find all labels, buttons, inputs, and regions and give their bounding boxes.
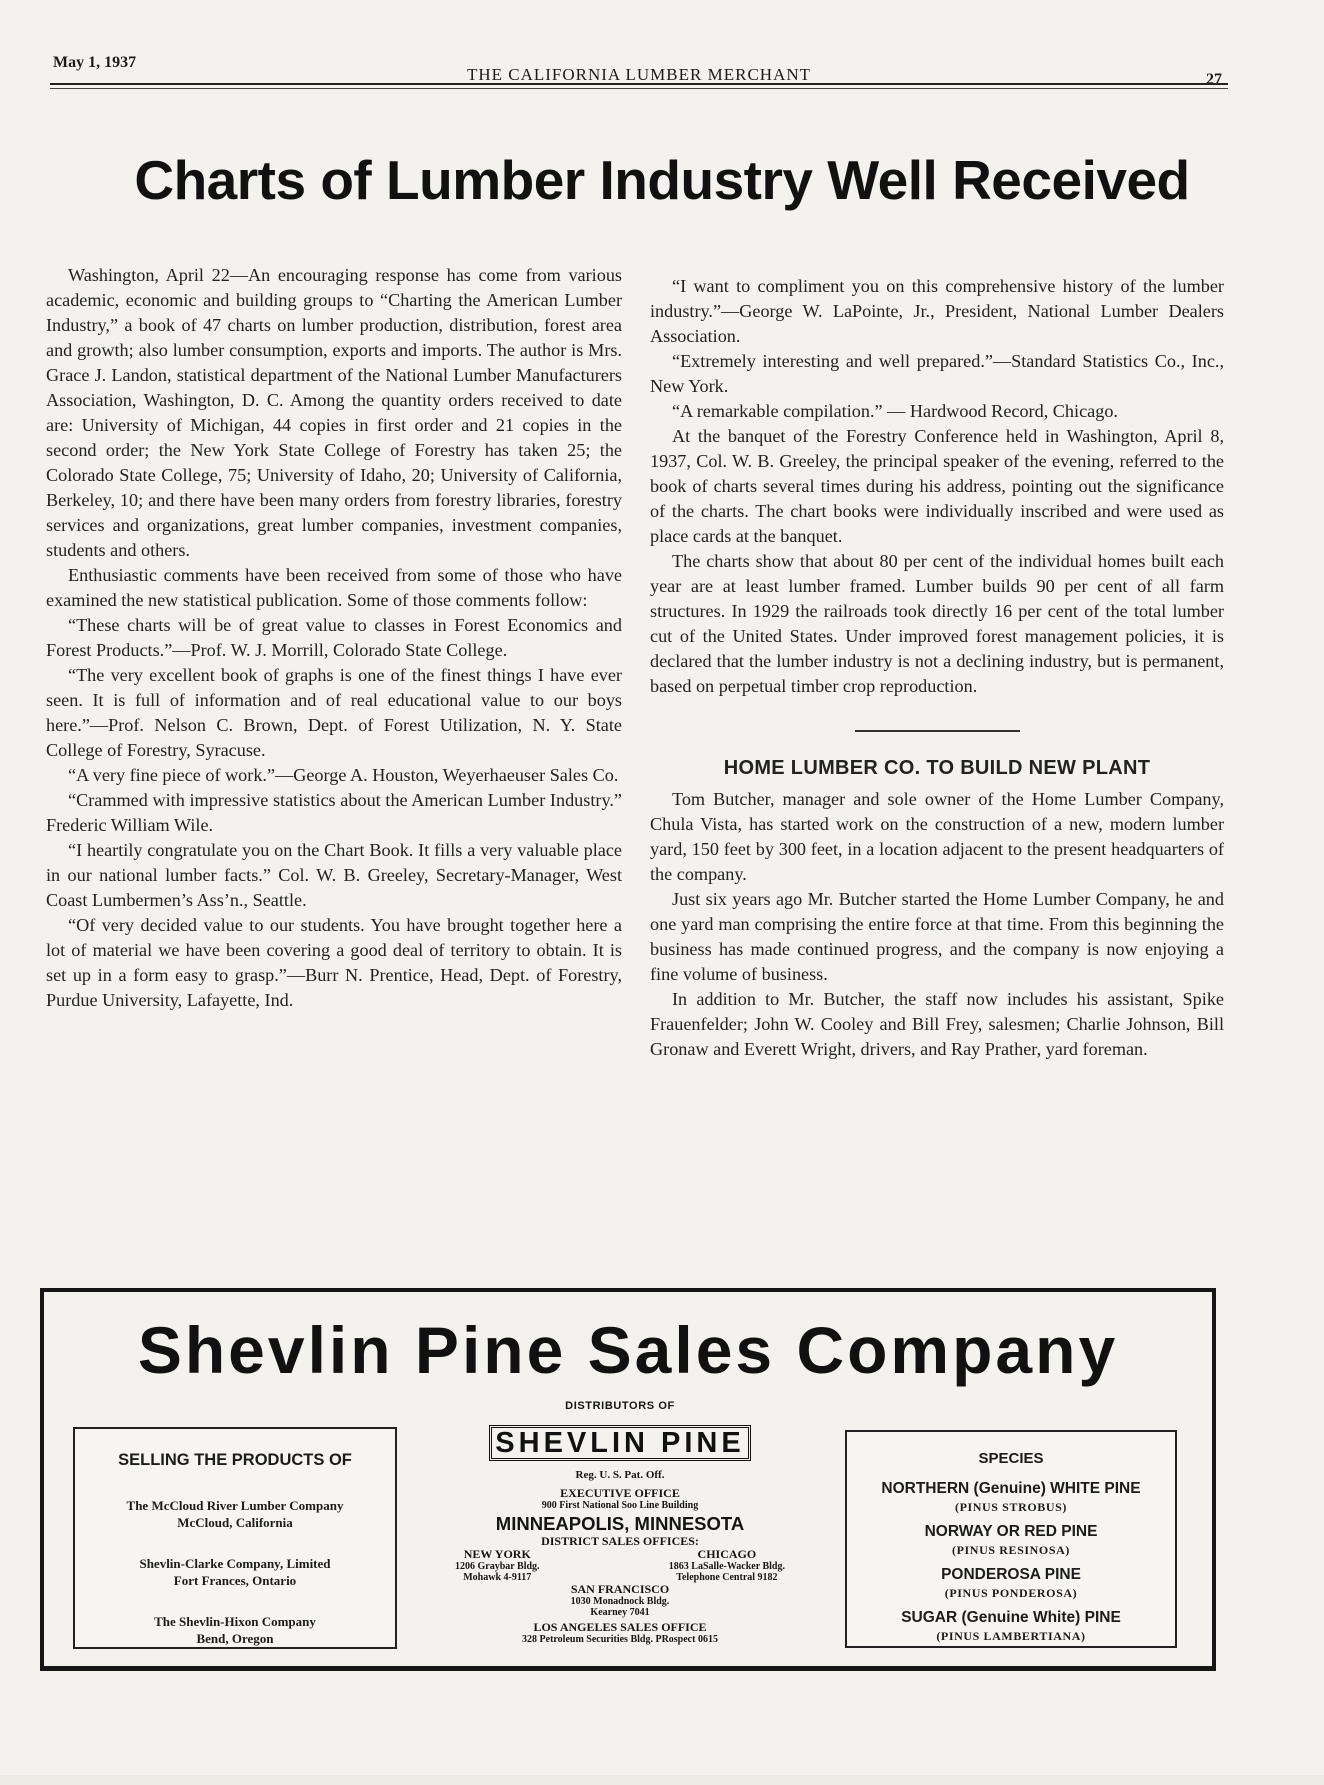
company-entry <box>75 1613 395 1647</box>
products-box <box>73 1427 397 1649</box>
page-number: 27 <box>1206 71 1222 88</box>
office-phone: Telephone Central 9182 <box>676 1572 778 1583</box>
headquarters-city: MINNEAPOLIS, MINNESOTA <box>495 1513 745 1534</box>
article-paragraph: At the banquet of the Forestry Conference held in Washington, April 8, 1937, Col. W. B. Greeley, the principal speaker of the evening, referred to the book of charts several times during his address, pointing out the significance of the charts. The chart books were individually inscribed and were used as place cards at the banquet. <box>650 426 1224 546</box>
article-quote: “I heartily congratulate you on the Chart Book. It fills a very valuable place in our national lumber facts.” Col. W. B. Greeley, Secretary-Manager, West Coast Lumbermen’s Ass’n., Seattle. <box>46 840 622 910</box>
company-place: Fort Frances, Ontario <box>173 1573 297 1588</box>
species-name: NORTHERN (Genuine) WHITE PINE <box>881 1480 1141 1497</box>
species-name: NORWAY OR RED PINE <box>924 1523 1098 1540</box>
column-divider-rule <box>855 730 1020 732</box>
running-header <box>50 50 1228 92</box>
species-name: PONDEROSA PINE <box>941 1566 1081 1583</box>
article-quote: “Of very decided value to our students. You have brought together here a lot of material we have been covering a good deal of territory to obtain. It is set up in a form easy to grasp.”—Burr N. Prentice, Head, Dept. of Forestry, Purdue University, Lafayette, Ind. <box>46 915 622 1010</box>
office-phone: Kearney 7041 <box>590 1607 650 1618</box>
los-angeles-office-label: LOS ANGELES SALES OFFICE <box>533 1620 707 1634</box>
distributors-label: DISTRIBUTORS OF <box>565 1400 675 1412</box>
species-entry <box>847 1566 1175 1602</box>
company-name: Shevlin-Clarke Company, Limited <box>139 1556 331 1571</box>
los-angeles-office-address: 328 Petroleum Securities Bldg. PRospect 0615 <box>522 1634 718 1645</box>
article-quote: “A remarkable compilation.” — Hardwood Record, Chicago. <box>672 401 1118 421</box>
article-paragraph: In addition to Mr. Butcher, the staff now includes his assistant, Spike Frauenfelder; John W. Cooley and Bill Frey, salesmen; Charlie Johnson, Bill Gronaw and Everett Wright, drivers, and Ray Prather, yard foreman. <box>650 989 1224 1059</box>
office-city: SAN FRANCISCO <box>570 1582 670 1596</box>
second-article-headline: HOME LUMBER CO. TO BUILD NEW PLANT <box>723 757 1151 779</box>
species-box <box>845 1430 1177 1648</box>
article-paragraph: The charts show that about 80 per cent of the individual homes built each year are at least lumber framed. Lumber builds 90 per cent of all farm structures. In 1929 the railroads took directly 16 per cent of the total lumber cut of the United States. Under improved forest management policies, it is declared that the lumber industry is not a declining industry, but is permanent, based on perpetual timber crop reproduction. <box>650 551 1224 696</box>
advertisement <box>40 1288 1216 1671</box>
article-headline: Charts of Lumber Industry Well Received <box>134 149 1190 211</box>
distributor-info <box>422 1400 818 1645</box>
article-paragraph: Just six years ago Mr. Butcher started the Home Lumber Company, he and one yard man comprising the entire force at that time. From this beginning the business has made continued progress, and the company is now enjoying a fine volume of business. <box>650 889 1224 984</box>
article-quote: “Crammed with impressive statistics about the American Lumber Industry.” Frederic William Wile. <box>46 790 622 835</box>
company-name: The Shevlin-Hixon Company <box>154 1614 316 1629</box>
office-city: NEW YORK <box>463 1547 531 1561</box>
article-quote: “Extremely interesting and well prepared.”—Standard Statistics Co., Inc., New York. <box>650 351 1224 396</box>
company-entry <box>75 1497 395 1531</box>
trademark-notice: Reg. U. S. Pat. Off. <box>575 1469 665 1481</box>
district-offices <box>455 1548 785 1583</box>
article-quote: “The very excellent book of graphs is one of the finest things I have ever seen. It is full of information and of real educational value to our boys here.”—Prof. Nelson C. Brown, Dept. of Forest Utilization, N. Y. State College of Forestry, Syracuse. <box>46 665 622 760</box>
article-quote: “These charts will be of great value to classes in Forest Economics and Forest Products.”—Prof. W. J. Morrill, Colorado State College. <box>46 615 622 660</box>
species-entry <box>847 1523 1175 1559</box>
article-paragraph: Enthusiastic comments have been received from some of those who have examined the new statistical publication. Some of those comments follow: <box>46 565 622 610</box>
left-column <box>46 263 622 1013</box>
executive-office-address: 900 First National Soo Line Building <box>541 1500 699 1511</box>
species-entry <box>847 1480 1175 1516</box>
executive-office-label: EXECUTIVE OFFICE <box>560 1486 680 1500</box>
office-building: 1030 Monadnock Bldg. <box>570 1596 670 1607</box>
brand-logo <box>422 1425 818 1461</box>
article-quote: “I want to compliment you on this comprehensive history of the lumber industry.”—George W. LaPointe, Jr., President, National Lumber Dealers Association. <box>650 276 1224 346</box>
new-york-office <box>455 1548 540 1583</box>
species-entry <box>847 1609 1175 1645</box>
right-column <box>650 274 1224 1062</box>
species-name: SUGAR (Genuine White) PINE <box>901 1609 1121 1626</box>
chicago-office <box>669 1548 785 1583</box>
publication-name: THE CALIFORNIA LUMBER MERCHANT <box>466 65 812 84</box>
district-offices-label: DISTRICT SALES OFFICES: <box>541 1534 699 1548</box>
species-latin-name: (PINUS PONDEROSA) <box>944 1586 1078 1600</box>
ad-title: Shevlin Pine Sales Company <box>137 1313 1119 1387</box>
company-place: McCloud, California <box>177 1515 293 1530</box>
office-building: 1206 Graybar Bldg. <box>455 1561 540 1572</box>
company-place: Bend, Oregon <box>196 1631 274 1646</box>
products-heading: SELLING THE PRODUCTS OF <box>118 1451 352 1469</box>
species-latin-name: (PINUS LAMBERTIANA) <box>936 1629 1086 1643</box>
company-entry <box>75 1555 395 1589</box>
header-rule-thin <box>50 88 1228 89</box>
brand-name: SHEVLIN PINE <box>489 1425 750 1461</box>
office-phone: Mohawk 4-9117 <box>463 1572 532 1583</box>
page-bottom-edge <box>0 1775 1324 1785</box>
species-latin-name: (PINUS STROBUS) <box>954 1500 1068 1514</box>
header-rule <box>50 83 1228 85</box>
species-heading: SPECIES <box>978 1450 1044 1467</box>
office-city: CHICAGO <box>697 1547 757 1561</box>
article-quote: “A very fine piece of work.”—George A. Houston, Weyerhaeuser Sales Co. <box>68 765 619 785</box>
company-name: The McCloud River Lumber Company <box>126 1498 344 1513</box>
article-paragraph: Washington, April 22—An encouraging response has come from various academic, economic and building groups to “Charting the American Lumber Industry,” a book of 47 charts on lumber production, distribution, forest area and growth; also lumber consumption, exports and imports. The author is Mrs. Grace J. Landon, statistical department of the National Lumber Manufacturers Association, Washington, D. C. Among the quantity orders received to date are: University of Michigan, 44 copies in first order and 21 copies in the second order; the New York State College of Forestry has taken 25; the Colorado State College, 75; University of Idaho, 20; University of California, Berkeley, 10; and there have been many orders from forestry libraries, forestry services and organizations, great lumber companies, investment companies, students and others. <box>46 265 622 560</box>
species-latin-name: (PINUS RESINOSA) <box>952 1543 1070 1557</box>
office-building: 1863 LaSalle-Wacker Bldg. <box>668 1561 785 1572</box>
issue-date: May 1, 1937 <box>53 54 137 71</box>
article-paragraph: Tom Butcher, manager and sole owner of the Home Lumber Company, Chula Vista, has started work on the construction of a new, modern lumber yard, 150 feet by 300 feet, in a location adjacent to the present headquarters of the company. <box>650 789 1224 884</box>
